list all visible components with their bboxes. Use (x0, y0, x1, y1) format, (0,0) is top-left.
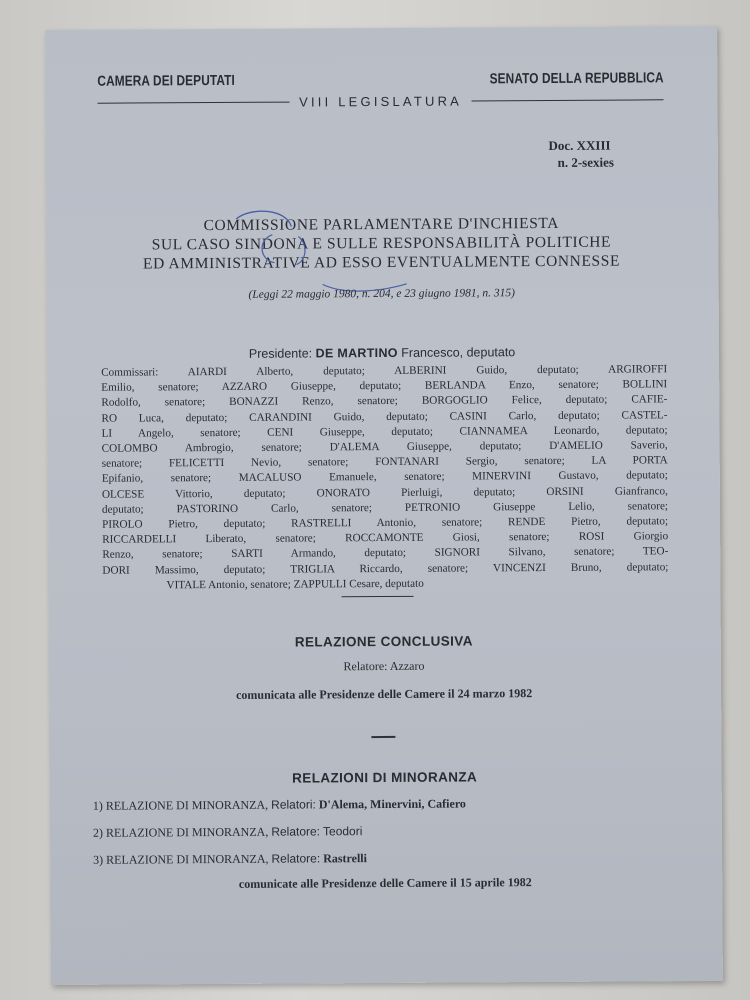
minoranza-item-names: D'Alema, Minervini, Cafiero (318, 796, 466, 812)
presidente-label: Presidente: (248, 346, 313, 361)
minoranza-item-3 (93, 851, 367, 868)
presidente-name: DE MARTINO (315, 345, 398, 361)
conclusiva-relatore: Relatore: Azzaro (343, 658, 425, 674)
commissari-line: Epifanio, senatore; MACALUSO Emanuele, senatore; MINERVINI Gustavo, deputato; (101, 469, 668, 486)
commissari-line: LI Angelo, senatore; CENI Giuseppe, deputato; CIANNAMEA Leonardo, deputato; (101, 424, 668, 440)
minoranza-item-relatore: Relatori: (271, 797, 316, 812)
presidente-rest: Francesco, deputato (401, 345, 516, 360)
commissari-line: Emilio, senatore; AZZARO Giuseppe, deputato; BERLANDA Enzo, senatore; BOLLINI (101, 378, 668, 394)
commissari-line: Commissari: AIARDI Alberto, deputato; ALBERINI Guido, deputato; ARGIROFFI (101, 363, 668, 379)
minoranza-item-label: 2) RELAZIONE DI MINORANZA, (92, 824, 269, 840)
minoranza-title: RELAZIONI DI MINORANZA (292, 769, 478, 786)
legislatura-row (97, 90, 663, 111)
commissari-line: deputato; PASTORINO Carlo, senatore; PETRONIO Giuseppe Lelio, senatore; (101, 500, 669, 516)
minoranza-item-label: 1) RELAZIONE DI MINORANZA, (92, 797, 269, 813)
commission-title (86, 213, 676, 274)
doc-number (548, 137, 614, 171)
commissari-line: OLCESE Vittorio, deputato; ONORATO Pierluigi, deputato; ORSINI Gianfranco, (101, 484, 668, 501)
minoranza-item-relatore: Relatore: (271, 824, 321, 839)
conclusiva-comunicata: comunicata alle Presidenze delle Camere il 24 marzo 1982 (236, 686, 533, 702)
commissari-line: VITALE Antonio, senatore; ZAPPULLI Cesare, deputato (166, 577, 424, 592)
legislatura-title: VIII LEGISLATURA (299, 93, 463, 110)
commission-title-line2: SUL CASO SINDONA E SULLE RESPONSABILITÀ POLITICHE (151, 233, 612, 254)
minoranza-item-names: Rastrelli (323, 851, 367, 866)
conclusiva-title: RELAZIONE CONCLUSIVA (294, 633, 473, 650)
short-divider (371, 736, 395, 738)
leggi-reference: (Leggi 22 maggio 1980, n. 204, e 23 giugno 1981, n. 315) (248, 287, 515, 301)
header-senato: SENATO DELLA REPUBBLICA (489, 70, 664, 88)
commissari-line: PIROLO Pietro, deputato; RASTRELLI Antonio, senatore; RENDE Pietro, deputato; (102, 515, 669, 531)
legislatura-rule-left (98, 101, 290, 103)
commissari-line: COLOMBO Ambrogio, senatore; D'ALEMA Giuseppe, deputato; D'AMELIO Saverio, (101, 439, 668, 455)
commissari-line: Rodolfo, senatore; BONAZZI Renzo, senatore; BORGOGLIO Felice, deputato; CAFIE- (101, 393, 668, 410)
commissari-list (101, 362, 668, 594)
commission-title-line3: ED AMMINISTRATIVE AD ESSO EVENTUALMENTE CONNESSE (142, 252, 621, 273)
minoranza-comunicate: comunicate alle Presidenze delle Camere il 15 aprile 1982 (238, 875, 532, 891)
commissari-line: senatore; FELICETTI Nevio, senatore; FONTANARI Sergio, senatore; LA PORTA (101, 454, 668, 470)
presidente-line (87, 344, 677, 362)
commission-title-line1: COMMISSIONE PARLAMENTARE D'INCHIESTA (203, 214, 560, 235)
minoranza-item-1 (93, 797, 466, 814)
minoranza-item-relatore: Relatore: (271, 851, 321, 866)
section-divider (342, 596, 414, 597)
document-page (45, 26, 723, 985)
commissari-line: RO Luca, deputato; CARANDINI Guido, deputato; CASINI Carlo, deputato; CASTEL- (101, 408, 668, 425)
commissari-line: RICCARDELLI Liberato, senatore; ROCCAMONTE Giosi, senatore; ROSI Giorgio (102, 530, 669, 546)
legislatura-rule-right (472, 99, 664, 101)
doc-number-line2: n. 2-sexies (557, 154, 614, 170)
header-camera: CAMERA DEI DEPUTATI (97, 72, 235, 90)
minoranza-item-label: 3) RELAZIONE DI MINORANZA, (93, 851, 269, 867)
commissari-line: Renzo, senatore; SARTI Armando, deputato; SIGNORI Silvano, senatore; TEO- (102, 545, 669, 562)
minoranza-item-names: Teodori (322, 824, 363, 839)
doc-number-line1: Doc. XXIII (548, 137, 611, 153)
minoranza-item-2 (93, 824, 362, 841)
commissari-line: DORI Massimo, deputato; TRIGLIA Riccardo, senatore; VINCENZI Bruno, deputato; (102, 560, 669, 577)
